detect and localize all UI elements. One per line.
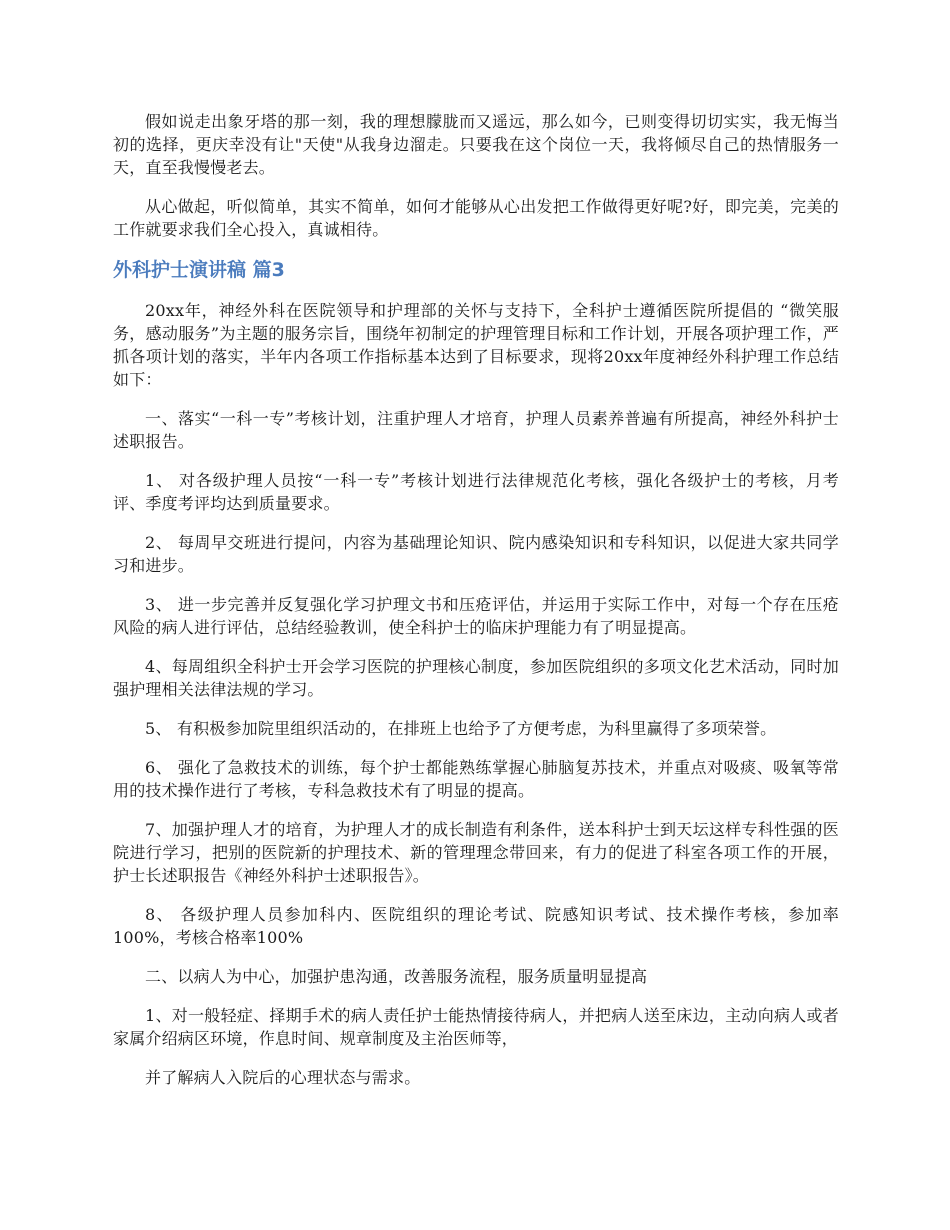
paragraph: 假如说走出象牙塔的那一刻，我的理想朦胧而又遥远，那么如今，已则变得切切实实，我无悔当初的选择，更庆幸没有让"天使"从我身边溜走。只要我在这个岗位一天，我将倾尽自己的热情服务一天，直至我慢慢老去。 [113,112,839,177]
paragraph: 6、 强化了急救技术的训练，每个护士都能熟练掌握心肺脑复苏技术，并重点对吸痰、吸氧等常用的技术操作进行了考核，专科急救技术有了明显的提高。 [113,758,839,800]
paragraph: 5、 有积极参加院里组织活动的，在排班上也给予了方便考虑，为科里赢得了多项荣誉。 [145,719,777,738]
paragraph: 并了解病人入院后的心理状态与需求。 [145,1068,421,1087]
paragraph: 二、以病人为中心，加强护患沟通，改善服务流程，服务质量明显提高 [145,967,648,986]
paragraph: 1、 对各级护理人员按“一科一专”考核计划进行法律规范化考核，强化各级护士的考核，月考评、季度考评均达到质量要求。 [113,471,839,513]
paragraph: 2、 每周早交班进行提问，内容为基础理论知识、院内感染知识和专科知识，以促进大家共同学习和进步。 [113,533,839,575]
section-heading: 外科护士演讲稿 篇3 [113,259,285,281]
paragraph: 1、对一般轻症、择期手术的病人责任护士能热情接待病人，并把病人送至床边，主动向病人或者家属介绍病区环境，作息时间、规章制度及主治医师等， [113,1006,839,1048]
paragraph: 4、每周组织全科护士开会学习医院的护理核心制度，参加医院组织的多项文化艺术活动，同时加强护理相关法律法规的学习。 [113,657,839,699]
paragraph: 20xx年，神经外科在医院领导和护理部的关怀与支持下，全科护士遵循医院所提倡的 “微笑服务，感动服务”为主题的服务宗旨，围绕年初制定的护理管理目标和工作计划，开展各项护理工作，严抓各项计划的落实，半年内各项工作指标基本达到了目标要求，现将20xx年度神经外科护理工作总结如下： [113,301,839,389]
paragraph: 3、 进一步完善并反复强化学习护理文书和压疮评估，并运用于实际工作中，对每一个存在压疮风险的病人进行评估，总结经验教训，使全科护士的临床护理能力有了明显提高。 [113,595,839,637]
paragraph: 7、加强护理人才的培育，为护理人才的成长制造有利条件，送本科护士到天坛这样专科性强的医院进行学习，把别的医院新的护理技术、新的管理理念带回来，有力的促进了科室各项工作的开展，护士长述职报告《神经外科护士述职报告》。 [113,820,839,885]
paragraph: 一、落实“一科一专”考核计划，注重护理人才培育，护理人员素养普遍有所提高，神经外科护士述职报告。 [113,409,839,451]
paragraph: 8、 各级护理人员参加科内、医院组织的理论考试、院感知识考试、技术操作考核，参加率100%，考核合格率100% [113,905,839,947]
paragraph: 从心做起，听似简单，其实不简单，如何才能够从心出发把工作做得更好呢?好，即完美，完美的工作就要求我们全心投入，真诚相待。 [113,197,839,239]
document-page [113,110,839,1105]
